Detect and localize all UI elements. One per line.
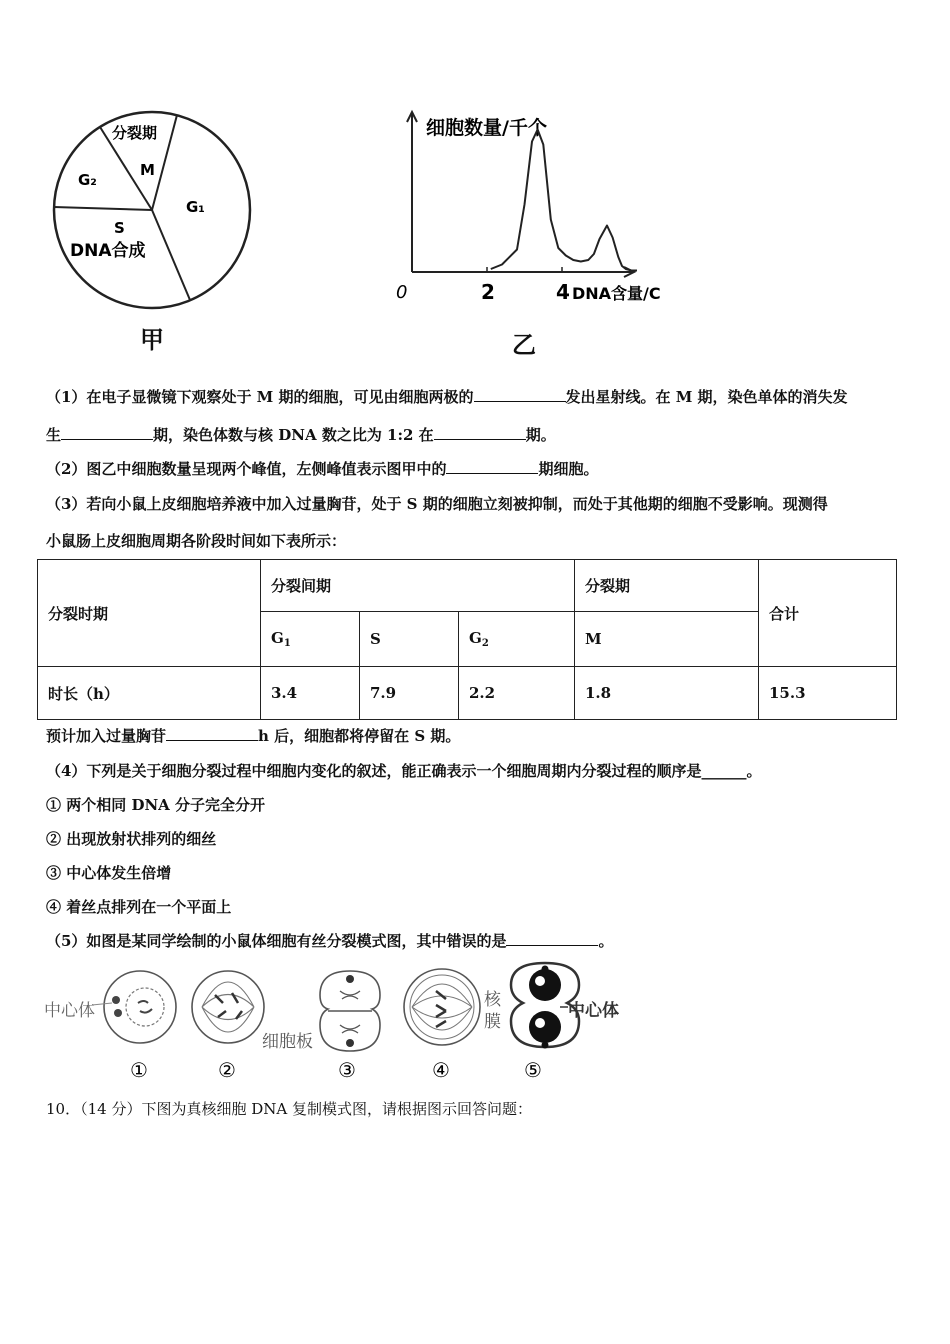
label-m-phase-top: 分裂期 [112, 124, 158, 142]
table-cell-m: 1.8 [575, 667, 759, 720]
label-cell-plate: 细胞板 [262, 1032, 313, 1052]
cell-number-3: ③ [338, 1058, 356, 1082]
cell-1 [92, 971, 176, 1043]
q1-blank-1[interactable] [474, 387, 566, 402]
q2-text-b: 期细胞。 [538, 460, 599, 478]
cell-cycle-table [37, 559, 897, 720]
label-centrosome-left: 中心体 [44, 1001, 95, 1021]
q1-text-a: （1）在电子显微镜下观察处于 M 期的细胞，可见由细胞两极的 [46, 388, 474, 406]
q1-text-e: 期。 [525, 426, 556, 444]
table-header-total: 合计 [759, 560, 897, 667]
cell-number-5: ⑤ [524, 1058, 542, 1082]
q3-blank[interactable] [166, 726, 258, 741]
q4-option-2: ② 出现放射状排列的细丝 [46, 830, 217, 848]
label-dna-synthesis: DNA合成 [70, 241, 146, 261]
q1-text-b: 发出星射线。在 M 期，染色单体的消失发 [565, 388, 848, 406]
q5-text-post: 。 [598, 932, 614, 950]
question-2 [46, 458, 598, 479]
cell-2 [192, 971, 264, 1043]
x-axis-label: DNA含量/C [572, 284, 661, 303]
figure-yi-caption: 乙 [512, 331, 536, 359]
figure-jia-caption: 甲 [140, 326, 164, 354]
q10-text: 10．（14 分）下图为真核细胞 DNA 复制模式图，请根据图示回答问题： [46, 1100, 532, 1118]
q1-blank-2[interactable] [61, 425, 153, 440]
q1-blank-3[interactable] [434, 425, 526, 440]
q4-text: （4）下列是关于细胞分裂过程中细胞内变化的叙述，能正确表示一个细胞周期内分裂过程的顺序是______。 [46, 762, 762, 780]
table-header-s: S [360, 612, 459, 667]
q3-text-c-pre: 预计加入过量胸苷 [46, 727, 167, 745]
label-g2: G₂ [78, 171, 97, 189]
mitosis-figure [40, 955, 640, 1085]
table-header-m-phase: 分裂期 [575, 560, 759, 612]
q1-text-c: 生 [46, 426, 62, 444]
label-s-letter: S [114, 219, 125, 237]
cell-number-2: ② [218, 1058, 236, 1082]
series-line-0 [491, 130, 637, 271]
table-header-g1: $G_1$ [261, 612, 360, 667]
cell-number-4: ④ [432, 1058, 450, 1082]
q5-text-pre: （5）如图是某同学绘制的小鼠体细胞有丝分裂模式图，其中错误的是 [46, 932, 507, 950]
table-header-m: M [575, 612, 759, 667]
q4-option-3: ③ 中心体发生倍增 [46, 864, 172, 882]
question-5 [46, 930, 613, 951]
origin-label: 0 [396, 282, 408, 303]
table-row-label: 时长（h） [38, 667, 261, 720]
cell-number-1: ① [130, 1058, 148, 1082]
question-1-line-1 [46, 386, 848, 407]
table-cell-g2: 2.2 [459, 667, 575, 720]
q3-text-a: （3）若向小鼠上皮细胞培养液中加入过量胸苷，处于 S 期的细胞立刻被抑制，而处于其他期的细胞不受影响。现测得 [46, 495, 828, 513]
label-g1: G₁ [186, 198, 205, 216]
cell-4 [404, 969, 480, 1045]
x-tick-label-2: 2 [481, 280, 495, 304]
question-1-line-2 [46, 424, 556, 445]
table-header-phase: 分裂时期 [38, 560, 261, 667]
table-cell-total: 15.3 [759, 667, 897, 720]
question-3-line-1 [46, 493, 828, 514]
question-10 [46, 1098, 532, 1119]
label-nuclear-membrane-1: 核 [484, 990, 501, 1010]
table-cell-s: 7.9 [360, 667, 459, 720]
q2-blank[interactable] [446, 459, 538, 474]
q2-text-a: （2）图乙中细胞数量呈现两个峰值，左侧峰值表示图甲中的 [46, 460, 447, 478]
q5-blank[interactable] [506, 931, 598, 946]
question-4 [46, 760, 761, 781]
table-header-g2: $G_2$ [459, 612, 575, 667]
q3-text-c-post: h 后，细胞都将停留在 S 期。 [258, 727, 461, 745]
x-tick-label-4: 4 [556, 280, 570, 304]
label-centrosome-right: 中心体 [568, 1001, 619, 1021]
y-axis-label: 细胞数量/千个 [426, 117, 547, 139]
question-3-line-2 [46, 530, 346, 551]
divider-g2-s [54, 207, 152, 210]
q3-text-b: 小鼠肠上皮细胞周期各阶段时间如下表所示： [46, 532, 347, 550]
dna-content-chart [380, 100, 700, 320]
label-nuclear-membrane-2: 膜 [484, 1012, 501, 1032]
label-m-letter: M [140, 161, 155, 179]
table-cell-g1: 3.4 [261, 667, 360, 720]
cell-3 [320, 971, 380, 1051]
question-3-answer [46, 725, 460, 746]
q1-text-d: 期，染色体数与核 DNA 数之比为 1:2 在 [153, 426, 434, 444]
divider-s-g1 [152, 210, 190, 300]
q4-option-4: ④ 着丝点排列在一个平面上 [46, 898, 232, 916]
q4-option-1: ① 两个相同 DNA 分子完全分开 [46, 796, 266, 814]
table-header-interphase: 分裂间期 [261, 560, 575, 612]
